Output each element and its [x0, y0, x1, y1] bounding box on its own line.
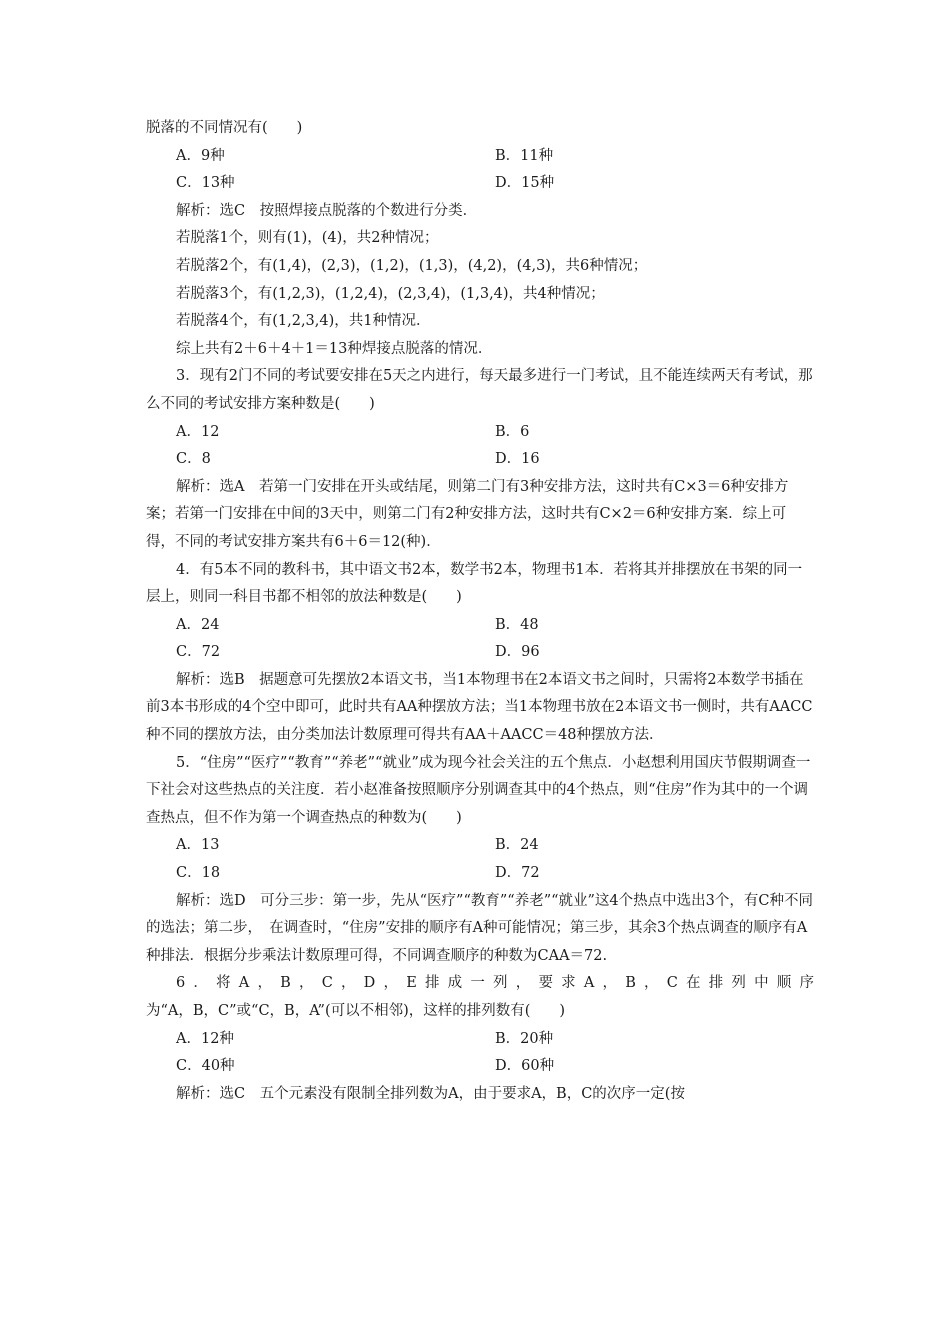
q3-option-a: A．12 — [176, 423, 220, 440]
q6-option-d: D．60种 — [495, 1058, 555, 1075]
q6-solution-line: 解析：选C 五个元素没有限制全排列数为A，由于要求A，B，C的次序一定(按 — [176, 1085, 685, 1102]
q5-option-d: D．72 — [495, 865, 540, 882]
q3-option-b: B．6 — [495, 423, 530, 440]
q3-solution: 解析：选A 若第一门安排在开头或结尾，则第二门有3种安排方法，这时共有C×3＝6种安排方案；若第一门安排在中间的3天中，则第二门有2种安排方法，这时共有C×2＝6种安排方案．综上可得，不同的考试安排方案共有6＋6＝12(种)． — [146, 478, 789, 550]
q4-options-row — [146, 612, 814, 640]
q4-option-d: D．96 — [495, 644, 540, 661]
q2-option-b: B．11种 — [495, 147, 554, 164]
q5-option-c: C．18 — [176, 865, 221, 882]
q3-options-row — [146, 446, 814, 474]
q5-options-row — [146, 860, 814, 888]
q4-option-c: C．72 — [176, 644, 221, 661]
q2-solution-line: 综上共有2＋6＋4＋1＝13种焊接点脱落的情况． — [176, 340, 493, 357]
q2-option-c: C．13种 — [176, 175, 235, 192]
q2-options-row — [146, 143, 814, 171]
q6-option-a: A．12种 — [176, 1030, 234, 1047]
q2-option-a: A．9种 — [176, 147, 225, 164]
q2-solution-line: 解析：选C 按照焊接点脱落的个数进行分类． — [176, 202, 478, 219]
q6-option-b: B．20种 — [495, 1030, 554, 1047]
q5-stem: 5．“住房”“医疗”“教育”“养老”“就业”成为现今社会关注的五个焦点．小赵想利用国庆节假期调查一下社会对这些热点的关注度．若小赵准备按照顺序分别调查其中的4个热点，则“住房”作为其中的一个调查热点，但不作为第一个调查热点的种数为( ) — [146, 754, 811, 826]
q6-stem-line-2: 为“A，B，C”或“C，B，A”(可以不相邻)，这样的排列数有( ) — [146, 1003, 566, 1019]
q2-solution-line: 若脱落3个，有(1,2,3)，(1,2,4)，(2,3,4)，(1,3,4)，共4种情况； — [176, 285, 605, 302]
q2-option-d: D．15种 — [495, 175, 555, 192]
q4-solution: 解析：选B 据题意可先摆放2本语文书，当1本物理书在2本语文书之间时，只需将2本数学书插在前3本书形成的4个空中即可，此时共有AA种摆放方法；当1本物理书放在2本语文书一侧时，共有AACC种不同的摆放方法，由分类加法计数原理可得共有AA＋AACC＝48种摆放方法． — [146, 671, 813, 744]
q2-options-row — [146, 170, 814, 198]
q4-options-row — [146, 639, 814, 667]
q6-option-c: C．40种 — [176, 1058, 235, 1075]
q2-stem-tail: 脱落的不同情况有( ) — [146, 120, 303, 136]
q3-option-c: C．8 — [176, 451, 211, 468]
q2-solution-line: 若脱落1个，则有(1)，(4)，共2种情况； — [176, 230, 439, 247]
q4-option-b: B．48 — [495, 616, 539, 633]
q3-options-row — [146, 419, 814, 447]
q5-options-row — [146, 832, 814, 860]
page-content — [146, 115, 814, 1108]
q5-option-b: B．24 — [495, 837, 539, 854]
q4-option-a: A．24 — [176, 616, 220, 633]
q2-solution-line: 若脱落4个，有(1,2,3,4)，共1种情况． — [176, 313, 431, 330]
q6-stem-line-1: 6．将A，B，C，D，E排成一列，要求A，B，C在排列中顺序 — [176, 975, 814, 992]
q2-solution-line: 若脱落2个，有(1,4)，(2,3)，(1,2)，(1,3)，(4,2)，(4,3)，共6种情况； — [176, 257, 648, 274]
q3-option-d: D．16 — [495, 451, 540, 468]
q6-options-row — [146, 1053, 814, 1081]
q5-solution: 解析：选D 可分三步：第一步，先从“医疗”“教育”“养老”“就业”这4个热点中选出3个，有C种不同的选法；第二步， 在调查时，“住房”安排的顺序有A种可能情况；第三步，其余3个热点调查的顺序有A种排法．根据分步乘法计数原理可得，不同调查顺序的种数为CAA＝72. — [146, 892, 813, 964]
q6-options-row — [146, 1026, 814, 1054]
q4-stem: 4．有5本不同的教科书，其中语文书2本，数学书2本，物理书1本．若将其并排摆放在书架的同一层上，则同一科目书都不相邻的放法种数是( ) — [146, 561, 803, 606]
q5-option-a: A．13 — [176, 837, 220, 854]
q3-stem: 3．现有2门不同的考试要安排在5天之内进行，每天最多进行一门考试，且不能连续两天有考试，那么不同的考试安排方案种数是( ) — [146, 368, 813, 412]
